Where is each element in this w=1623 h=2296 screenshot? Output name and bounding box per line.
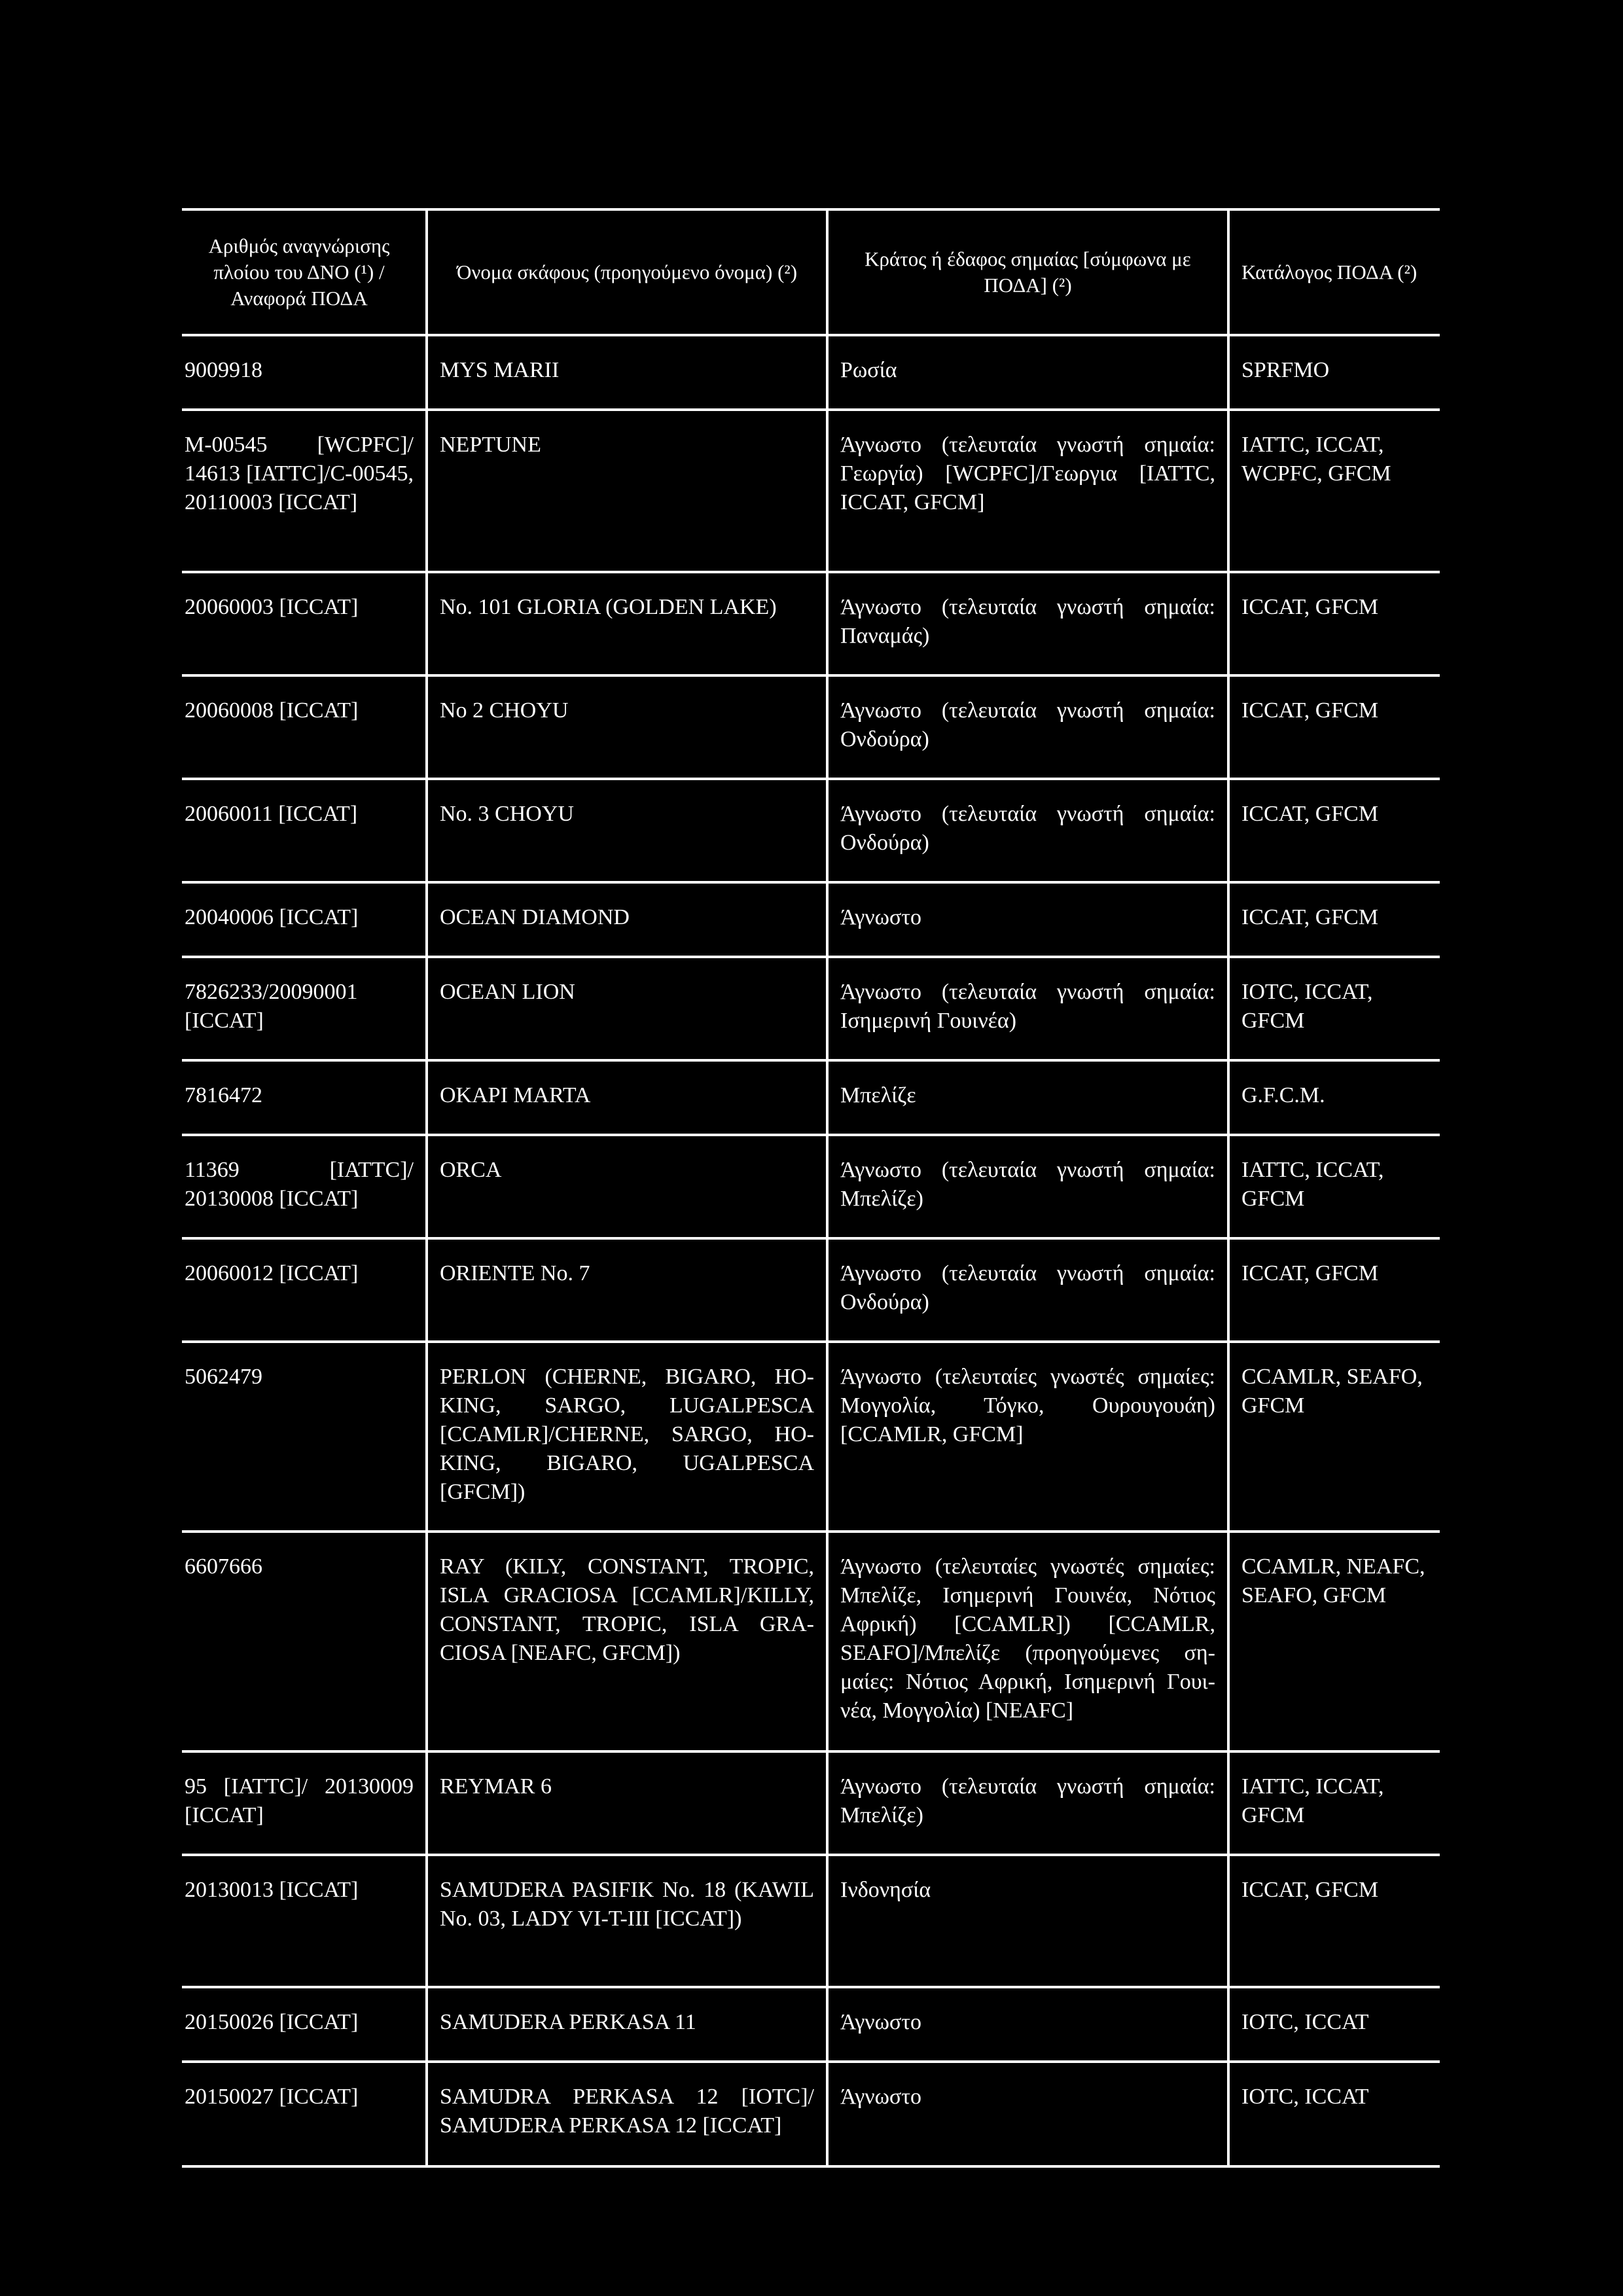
- flag-state-cell: Άγνωστο (τελευταία γνωστή σημαία: Μπελίζε): [827, 1751, 1228, 1855]
- table-row: [182, 675, 1440, 779]
- table-row: [182, 335, 1440, 410]
- vessel-name-cell: OCEAN DIAMOND: [427, 882, 827, 957]
- table-row: [182, 1532, 1440, 1751]
- vessel-name-cell: ORCA: [427, 1135, 827, 1238]
- vessel-name-cell: MYS MARII: [427, 335, 827, 410]
- flag-state-cell: Άγνωστο: [827, 2062, 1228, 2166]
- flag-state-cell: Ινδονησία: [827, 1855, 1228, 1987]
- table-header: [182, 209, 1440, 335]
- vessel-name-cell: OKAPI MARTA: [427, 1060, 827, 1135]
- vessel-name-cell: No. 101 GLORIA (GOLDEN LAKE): [427, 572, 827, 675]
- table-body: [182, 335, 1440, 2166]
- rfmo-list-cell: ICCAT, GFCM: [1228, 675, 1440, 779]
- flag-state-cell: Άγνωστο (τελευταία γνωστή σημαία: Παναμάς): [827, 572, 1228, 675]
- vessel-name-cell: REYMAR 6: [427, 1751, 827, 1855]
- vessel-id-cell: 9009918: [182, 335, 427, 410]
- flag-state-cell: Άγνωστο (τελευταία γνωστή σημαία: Ονδούρα): [827, 1238, 1228, 1342]
- vessel-name-cell: No. 3 CHOYU: [427, 779, 827, 882]
- table-row: [182, 1238, 1440, 1342]
- vessel-id-cell: 20060011 [ICCAT]: [182, 779, 427, 882]
- vessel-id-cell: 20060012 [ICCAT]: [182, 1238, 427, 1342]
- rfmo-list-cell: IOTC, ICCAT: [1228, 2062, 1440, 2166]
- vessel-name-cell: SAMUDERA PERKASA 11: [427, 1987, 827, 2062]
- rfmo-list-cell: IATTC, ICCAT, WCPFC, GFCM: [1228, 410, 1440, 572]
- flag-state-cell: Άγνωστο (τελευταία γνωστή σημαία: Μπελίζε): [827, 1135, 1228, 1238]
- rfmo-list-cell: ICCAT, GFCM: [1228, 572, 1440, 675]
- table-row: [182, 779, 1440, 882]
- vessel-name-cell: RAY (KILY, CONSTANT, TROPIC, ISLA GRACIOSA [CCAMLR]/KILLY, CONSTANT, TROPIC, ISLA GRACIOSA [NEAFC, GFCM]): [427, 1532, 827, 1751]
- vessel-name-cell: PERLON (CHERNE, BIGARO, HOKING, SARGO, LUGALPESCA [CCAMLR]/CHERNE, SARGO, HOKING, BIGARO, UGALPESCA [GFCM]): [427, 1342, 827, 1532]
- table-row: [182, 1342, 1440, 1532]
- flag-state-cell: Άγνωστο (τελευταία γνωστή σημαία: Ισημερινή Γουινέα): [827, 957, 1228, 1060]
- rfmo-list-cell: ICCAT, GFCM: [1228, 1238, 1440, 1342]
- vessel-name-cell: SAMUDERA PASIFIK No. 18 (KAWIL No. 03, LADY VI-T-III [ICCAT]): [427, 1855, 827, 1987]
- vessel-id-cell: 7826233/20090001 [ICCAT]: [182, 957, 427, 1060]
- flag-state-cell: Άγνωστο (τελευταίες γνωστές σημαίες: Μπελίζε, Ισημερινή Γουινέα, Νότιος Αφρική) [CCAMLR]) [CCAMLR, SEAFO]/Μπελίζε (προηγούμενες σημαίες: Νότιος Αφρική, Ισημερινή Γουινέα, Μογγολία) [NEAFC]: [827, 1532, 1228, 1751]
- table-row: [182, 1855, 1440, 1987]
- rfmo-list-cell: SPRFMO: [1228, 335, 1440, 410]
- vessel-name-cell: ORIENTE No. 7: [427, 1238, 827, 1342]
- vessel-name-cell: NEPTUNE: [427, 410, 827, 572]
- rfmo-list-cell: ICCAT, GFCM: [1228, 882, 1440, 957]
- table-row: [182, 572, 1440, 675]
- flag-state-cell: Άγνωστο (τελευταία γνωστή σημαία: Ονδούρα): [827, 675, 1228, 779]
- rfmo-list-cell: IATTC, ICCAT, GFCM: [1228, 1751, 1440, 1855]
- rfmo-list-cell: ICCAT, GFCM: [1228, 1855, 1440, 1987]
- rfmo-list-cell: CCAMLR, NEAFC, SEAFO, GFCM: [1228, 1532, 1440, 1751]
- flag-state-cell: Άγνωστο (τελευταίες γνωστές σημαίες: Μογγολία, Τόγκο, Ουρουγουάη) [CCAMLR, GFCM]: [827, 1342, 1228, 1532]
- rfmo-list-cell: G.F.C.M.: [1228, 1060, 1440, 1135]
- table-row: [182, 1987, 1440, 2062]
- table-row: [182, 1135, 1440, 1238]
- vessel-name-cell: SAMUDRA PERKASA 12 [IOTC]/ SAMUDERA PERKASA 12 [ICCAT]: [427, 2062, 827, 2166]
- vessel-id-cell: M-00545 [WCPFC]/ 14613 [IATTC]/C-00545, 20110003 [ICCAT]: [182, 410, 427, 572]
- table-row: [182, 882, 1440, 957]
- vessel-id-cell: 11369 [IATTC]/ 20130008 [ICCAT]: [182, 1135, 427, 1238]
- table-row: [182, 410, 1440, 572]
- flag-state-cell: Άγνωστο (τελευταία γνωστή σημαία: Γεωργία) [WCPFC]/Γεωργια [IATTC, ICCAT, GFCM]: [827, 410, 1228, 572]
- vessel-name-cell: No 2 CHOYU: [427, 675, 827, 779]
- vessel-id-cell: 20130013 [ICCAT]: [182, 1855, 427, 1987]
- header-vessel-name: Όνομα σκάφους (προηγούμενο όνομα) (²): [427, 209, 827, 335]
- table-row: [182, 2062, 1440, 2166]
- vessel-name-cell: OCEAN LION: [427, 957, 827, 1060]
- vessel-id-cell: 20040006 [ICCAT]: [182, 882, 427, 957]
- rfmo-list-cell: CCAMLR, SEAFO, GFCM: [1228, 1342, 1440, 1532]
- header-rfmo-list: Κατάλογος ΠΟΔΑ (²): [1228, 209, 1440, 335]
- flag-state-cell: Μπελίζε: [827, 1060, 1228, 1135]
- flag-state-cell: Άγνωστο: [827, 882, 1228, 957]
- rfmo-list-cell: IOTC, ICCAT: [1228, 1987, 1440, 2062]
- vessel-id-cell: 7816472: [182, 1060, 427, 1135]
- vessel-id-cell: 20150027 [ICCAT]: [182, 2062, 427, 2166]
- rfmo-list-cell: IOTC, ICCAT, GFCM: [1228, 957, 1440, 1060]
- table-row: [182, 1060, 1440, 1135]
- rfmo-list-cell: IATTC, ICCAT, GFCM: [1228, 1135, 1440, 1238]
- table-row: [182, 957, 1440, 1060]
- rfmo-list-cell: ICCAT, GFCM: [1228, 779, 1440, 882]
- flag-state-cell: Άγνωστο (τελευταία γνωστή σημαία: Ονδούρα): [827, 779, 1228, 882]
- flag-state-cell: Ρωσία: [827, 335, 1228, 410]
- vessel-id-cell: 5062479: [182, 1342, 427, 1532]
- flag-state-cell: Άγνωστο: [827, 1987, 1228, 2062]
- vessel-id-cell: 6607666: [182, 1532, 427, 1751]
- vessel-id-cell: 20060003 [ICCAT]: [182, 572, 427, 675]
- vessel-list-table: [182, 208, 1440, 2168]
- header-flag-state: Κράτος ή έδαφος σημαίας [σύμφωνα με ΠΟΔΑ] (²): [827, 209, 1228, 335]
- table-row: [182, 1751, 1440, 1855]
- vessel-id-cell: 20150026 [ICCAT]: [182, 1987, 427, 2062]
- header-vessel-id: Αριθμός αναγνώρισης πλοίου του ΔΝΟ (¹) / Αναφορά ΠΟΔΑ: [182, 209, 427, 335]
- header-row: [182, 209, 1440, 335]
- vessel-id-cell: 20060008 [ICCAT]: [182, 675, 427, 779]
- vessel-id-cell: 95 [IATTC]/ 20130009 [ICCAT]: [182, 1751, 427, 1855]
